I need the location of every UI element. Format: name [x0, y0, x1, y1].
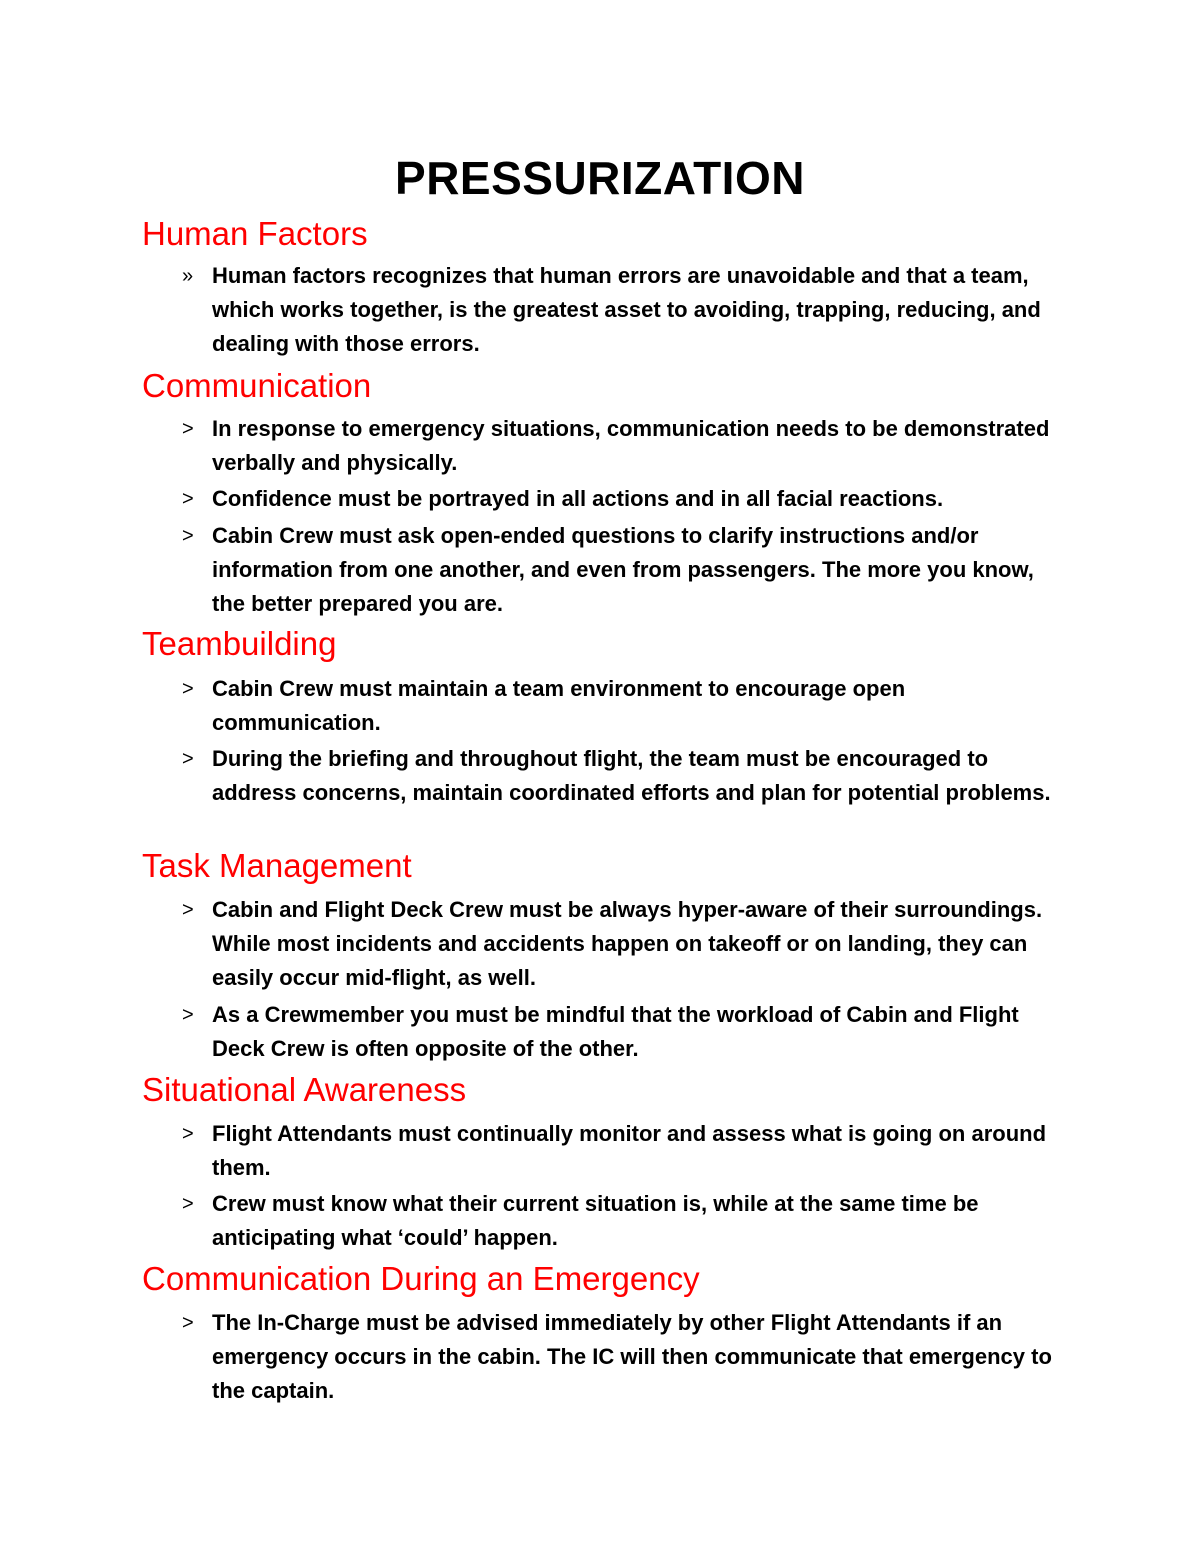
bullet-text: Confidence must be portrayed in all actions and in all facial reactions.	[212, 486, 944, 511]
bullet-item	[182, 893, 1052, 995]
bullet-text: Crew must know what their current situation is, while at the same time be anticipating what ‘could’ happen.	[212, 1191, 979, 1250]
bullet-text: Cabin and Flight Deck Crew must be always hyper-aware of their surroundings. While most incidents and accidents happen on takeoff or on landing, they can easily occur mid-flight, as well.	[212, 897, 1043, 990]
bullet-text: The In-Charge must be advised immediately by other Flight Attendants if an emergency occurs in the cabin. The IC will then communicate that emergency to the captain.	[212, 1310, 1052, 1403]
bullet-item	[182, 412, 1052, 480]
document-title: PRESSURIZATION	[395, 152, 805, 204]
section-heading-human-factors: Human Factors	[142, 215, 368, 252]
section-heading-task-management: Task Management	[142, 847, 412, 884]
bullet-text: In response to emergency situations, communication needs to be demonstrated verbally and physically.	[212, 416, 1050, 475]
chevron-bullet-icon: >	[182, 678, 194, 700]
bullet-text: Cabin Crew must maintain a team environment to encourage open communication.	[212, 676, 906, 735]
bullet-item	[182, 482, 1052, 516]
bullet-item	[182, 998, 1052, 1066]
chevron-bullet-icon: >	[182, 899, 194, 921]
bullet-item	[182, 742, 1052, 810]
bullet-item	[182, 1117, 1052, 1185]
bullet-text: Flight Attendants must continually monitor and assess what is going on around them.	[212, 1121, 1047, 1180]
chevron-bullet-icon: >	[182, 525, 194, 547]
section-heading-teambuilding: Teambuilding	[142, 625, 337, 662]
section-heading-communication-during-emergency: Communication During an Emergency	[142, 1260, 700, 1297]
bullet-text: During the briefing and throughout flight, the team must be encouraged to address concerns, maintain coordinated efforts and plan for potential problems.	[212, 746, 1051, 805]
bullet-item	[182, 259, 1052, 361]
double-chevron-bullet-icon: »	[182, 265, 194, 287]
section-heading-situational-awareness: Situational Awareness	[142, 1071, 467, 1108]
section-heading-communication: Communication	[142, 367, 372, 404]
chevron-bullet-icon: >	[182, 418, 194, 440]
bullet-item	[182, 519, 1052, 621]
chevron-bullet-icon: >	[182, 488, 194, 510]
bullet-text: Human factors recognizes that human errors are unavoidable and that a team, which works together, is the greatest asset to avoiding, trapping, reducing, and dealing with those errors.	[212, 263, 1041, 356]
chevron-bullet-icon: >	[182, 1312, 194, 1334]
bullet-text: As a Crewmember you must be mindful that the workload of Cabin and Flight Deck Crew is often opposite of the other.	[212, 1002, 1019, 1061]
bullet-item	[182, 1306, 1052, 1408]
chevron-bullet-icon: >	[182, 1123, 194, 1145]
chevron-bullet-icon: >	[182, 1193, 194, 1215]
bullet-item	[182, 1187, 1052, 1255]
bullet-text: Cabin Crew must ask open-ended questions to clarify instructions and/or information from one another, and even from passengers. The more you know, the better prepared you are.	[212, 523, 1034, 616]
chevron-bullet-icon: >	[182, 748, 194, 770]
chevron-bullet-icon: >	[182, 1004, 194, 1026]
bullet-item	[182, 672, 1052, 740]
